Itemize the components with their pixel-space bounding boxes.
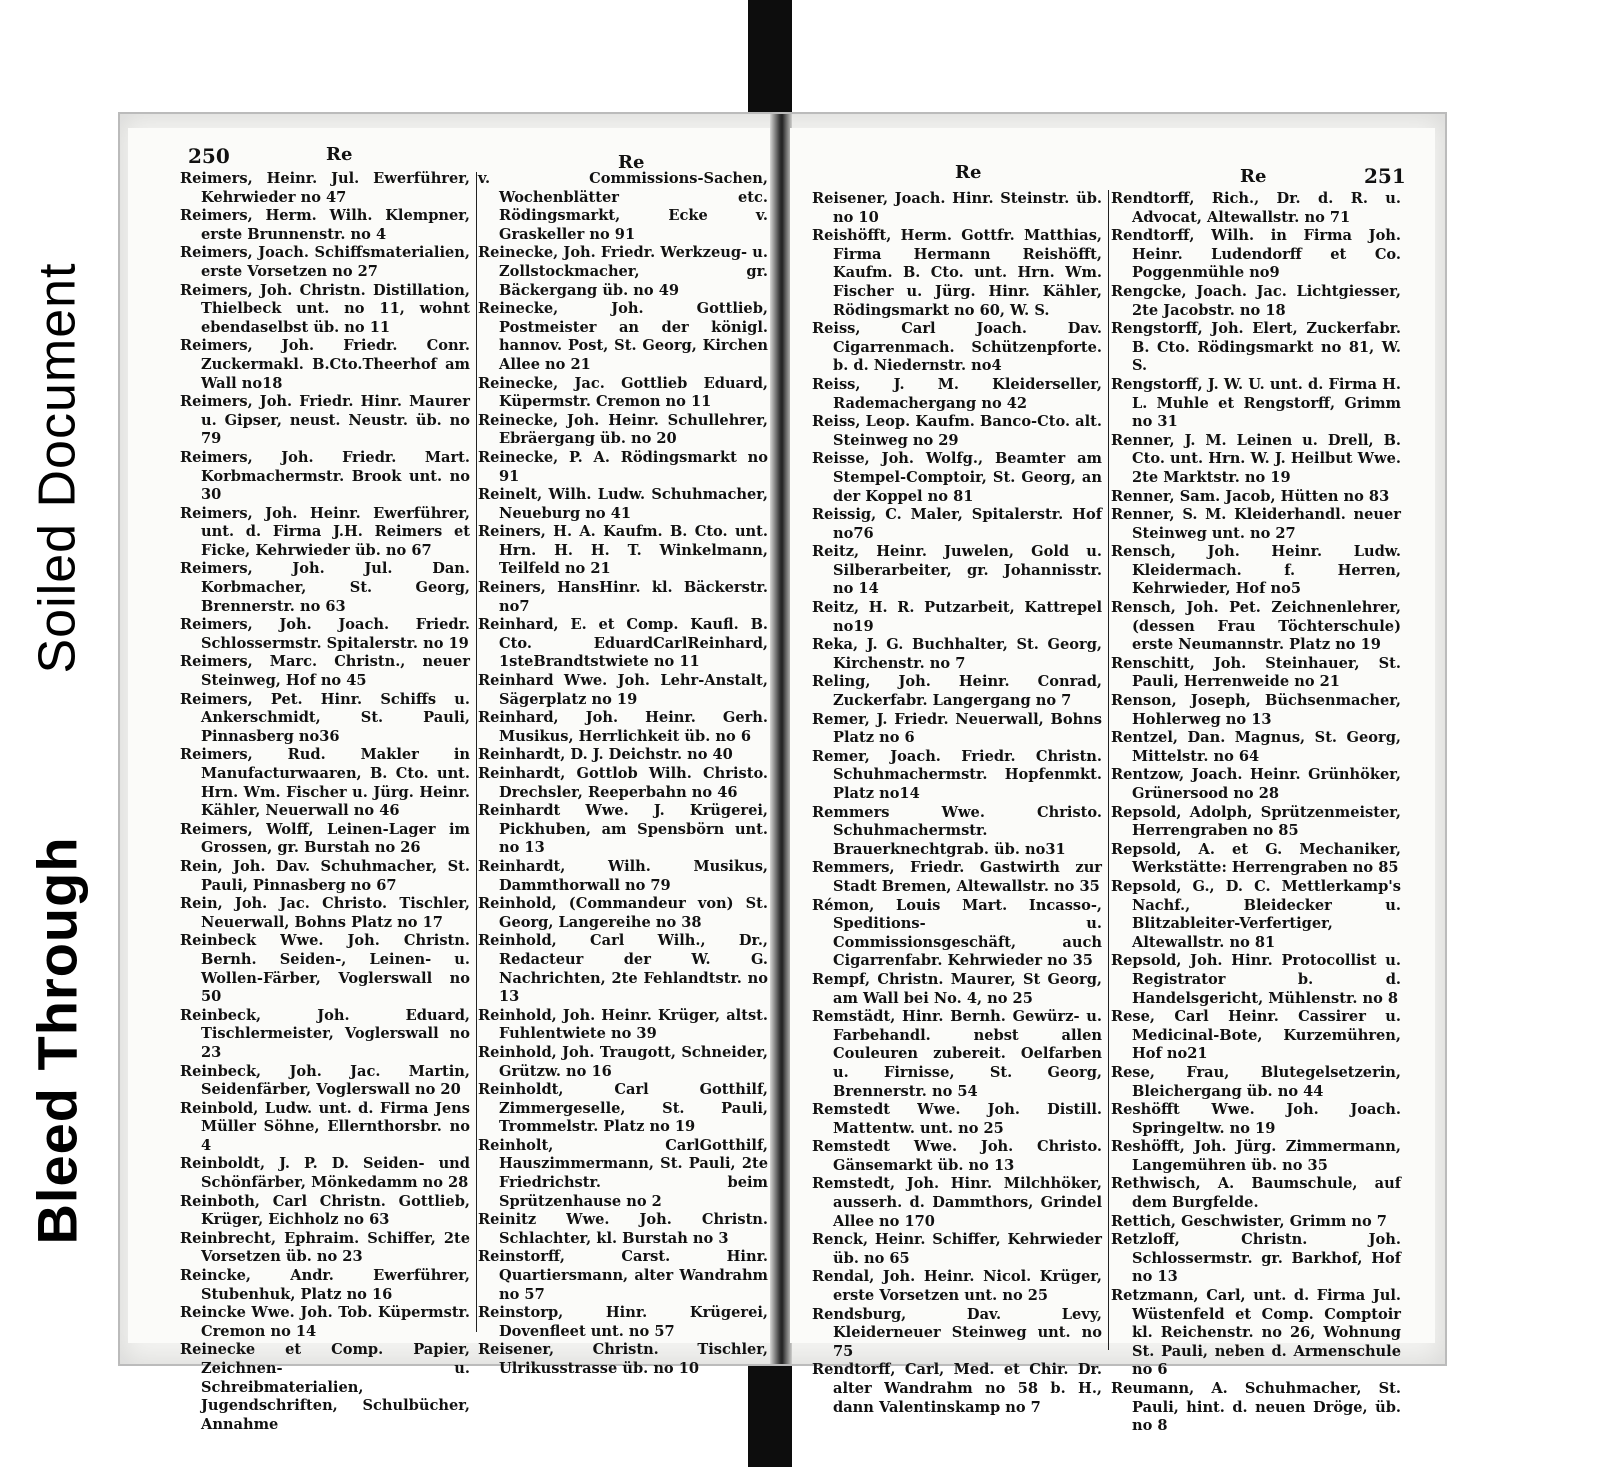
soiled-document-label: [22, 228, 92, 708]
left-page-column-2: [478, 170, 768, 1379]
directory-entry: Remstedt Wwe. Joh. Distill. Mattentw. unt. no 25: [812, 1101, 1102, 1137]
directory-entry: Rendal, Joh. Heinr. Nicol. Krüger, erste Vorsetzen unt. no 25: [812, 1268, 1102, 1305]
directory-entry: Reinbrecht, Ephraim. Schiffer, 2te Vorsetzen üb. no 23: [180, 1229, 470, 1266]
directory-entry: Reimers, Joh. Joach. Friedr. Schlossermstr. Spitalerstr. no 19: [180, 616, 470, 652]
directory-entry: Reinhard Wwe. Joh. Lehr-Anstalt, Sägerplatz no 19: [478, 672, 768, 708]
directory-entry: Reimers, Joh. Friedr. Conr. Zuckermakl. B.Cto.Theerhof am Wall no18: [180, 337, 470, 392]
directory-entry: Reisse, Joh. Wolfg., Beamter am Stempel-Comptoir, St. Georg, an der Koppel no 81: [812, 450, 1102, 505]
directory-entry: Rese, Carl Heinr. Cassirer u. Medicinal-Bote, Kurzemühren, Hof no21: [1111, 1008, 1401, 1063]
directory-entry: v. Commissions-Sachen, Wochenblätter etc. Rödingsmarkt, Ecke v. Graskeller no 91: [478, 170, 768, 243]
directory-entry: Rengcke, Joach. Jac. Lichtgiesser, 2te Jacobstr. no 18: [1111, 282, 1401, 319]
directory-entry: Repsold, Joh. Hinr. Protocollist u. Registrator b. d. Handelsgericht, Mühlenstr. no 8: [1111, 952, 1401, 1007]
directory-entry: Reissig, C. Maler, Spitalerstr. Hof no76: [812, 506, 1102, 542]
directory-entry: Reiss, Carl Joach. Dav. Cigarrenmach. Schützenpforte. b. d. Niedernstr. no4: [812, 320, 1102, 375]
header-right-page-col2: Re: [1240, 166, 1267, 187]
directory-entry: Rendsburg, Dav. Levy, Kleiderneuer Steinweg unt. no 75: [812, 1305, 1102, 1360]
directory-entry: Reinecke, Joh. Gottlieb, Postmeister an der königl. hannov. Post, St. Georg, Kirchen Allee no 21: [478, 300, 768, 373]
directory-entry: Reinhardt Wwe. J. Krügerei, Pickhuben, am Spensbörn unt. no 13: [478, 802, 768, 857]
directory-entry: Reinbeck, Joh. Eduard, Tischlermeister, Voglerswall no 23: [180, 1006, 470, 1061]
directory-entry: Renschitt, Joh. Steinhauer, St. Pauli, Herrenweide no 21: [1111, 654, 1401, 691]
directory-entry: Reisener, Christn. Tischler, Ulrikusstrasse üb. no 10: [478, 1341, 768, 1377]
directory-entry: Rein, Joh. Jac. Christo. Tischler, Neuerwall, Bohns Platz no 17: [180, 895, 470, 931]
directory-entry: Reinhard, Joh. Heinr. Gerh. Musikus, Herrlichkeit üb. no 6: [478, 709, 768, 745]
right-page: [790, 128, 1435, 1435]
directory-entry: Renner, J. M. Leinen u. Drell, B. Cto. unt. Hrn. W. J. Heilbut Wwe. 2te Marktstr. no 19: [1111, 431, 1401, 486]
directory-entry: Reshöfft Wwe. Joh. Joach. Springeltw. no 19: [1111, 1101, 1401, 1137]
directory-entry: Reinhardt, Gottlob Wilh. Christo. Drechsler, Reeperbahn no 46: [478, 765, 768, 801]
directory-entry: Renner, S. M. Kleiderhandl. neuer Steinweg unt. no 27: [1111, 506, 1401, 542]
open-book: [118, 112, 1447, 1435]
directory-entry: Remer, Joach. Friedr. Christn. Schuhmachermstr. Hopfenmkt. Platz no14: [812, 747, 1102, 802]
directory-entry: Rensch, Joh. Heinr. Ludw. Kleidermach. f. Herren, Kehrwieder, Hof no5: [1111, 543, 1401, 598]
directory-entry: Rettich, Geschwister, Grimm no 7: [1111, 1212, 1387, 1230]
directory-entry: Rein, Joh. Dav. Schuhmacher, St. Pauli, Pinnasberg no 67: [180, 857, 470, 894]
book-gutter: [770, 114, 792, 1364]
directory-entry: Renner, Sam. Jacob, Hütten no 83: [1111, 487, 1390, 505]
bleed-through-text: Bleed Through: [25, 835, 89, 1245]
directory-entry: Reinecke, Joh. Heinr. Schullehrer, Ebräergang üb. no 20: [478, 411, 768, 448]
directory-entry: Rentzow, Joach. Heinr. Grünhöker, Grünersood no 28: [1111, 766, 1401, 802]
directory-entry: Reinstorff, Carst. Hinr. Quartiersmann, alter Wandrahm no 57: [478, 1248, 768, 1303]
directory-entry: Reinboth, Carl Christn. Gottlieb, Krüger, Eichholz no 63: [180, 1192, 470, 1229]
directory-entry: Renck, Heinr. Schiffer, Kehrwieder üb. no 65: [812, 1231, 1102, 1267]
directory-entry: Reinstorp, Hinr. Krügerei, Dovenfleet unt. no 57: [478, 1304, 768, 1340]
column-divider: [1108, 190, 1109, 1350]
left-page: [128, 128, 773, 1433]
directory-entry: Rendtorff, Carl, Med. et Chir. Dr. alter Wandrahm no 58 b. H., dann Valentinskamp no 7: [812, 1361, 1102, 1416]
bleed-through-label: [22, 810, 92, 1270]
right-page-column-1: [812, 190, 1102, 1417]
directory-entry: Rethwisch, A. Baumschule, auf dem Burgfelde.: [1111, 1175, 1401, 1212]
directory-entry: Reinelt, Wilh. Ludw. Schuhmacher, Neueburg no 41: [478, 486, 768, 522]
header-left-page-col2: Re: [618, 152, 645, 173]
directory-entry: Reimers, Wolff, Leinen-Lager im Grossen, gr. Burstah no 26: [180, 820, 470, 857]
directory-entry: Reimers, Joh. Friedr. Mart. Korbmachermstr. Brook unt. no 30: [180, 448, 470, 504]
directory-entry: Remmers, Friedr. Gastwirth zur Stadt Bremen, Altewallstr. no 35: [812, 859, 1102, 895]
directory-entry: Reinecke, P. A. Rödingsmarkt no 91: [478, 448, 768, 485]
directory-entry: Retzmann, Carl, unt. d. Firma Jul. Wüstenfeld et Comp. Comptoir kl. Reichenstr. no 26, Wohnung St. Pauli, neben d. Armenschule no 6: [1111, 1287, 1401, 1379]
header-left-page-col1: Re: [326, 144, 353, 165]
directory-entry: Reincke, Andr. Ewerführer, Stubenhuk, Platz no 16: [180, 1267, 470, 1303]
right-page-column-2: [1111, 190, 1401, 1436]
directory-entry: Remstedt Wwe. Joh. Christo. Gänsemarkt üb. no 13: [812, 1138, 1102, 1174]
directory-entry: Reinecke, Joh. Friedr. Werkzeug- u. Zollstockmacher, gr. Bäckergang üb. no 49: [478, 244, 768, 299]
directory-entry: Rensch, Joh. Pet. Zeichnenlehrer, (dessen Frau Töchterschule) erste Neumannstr. Platz no 19: [1111, 599, 1401, 654]
directory-entry: Repsold, A. et G. Mechaniker, Werkstätte: Herrengraben no 85: [1111, 840, 1401, 877]
column-divider: [476, 172, 477, 1332]
directory-entry: Reinholdt, Carl Gotthilf, Zimmergeselle, St. Pauli, Trommelstr. Platz no 19: [478, 1081, 768, 1136]
directory-entry: Remstädt, Hinr. Bernh. Gewürz- u. Farbehandl. nebst allen Couleuren zubereit. Oelfarben u. Firnisse, St. Georg, Brennerstr. no 54: [812, 1008, 1102, 1100]
directory-entry: Reishöfft, Herm. Gottfr. Matthias, Firma Hermann Reishöfft, Kaufm. B. Cto. unt. Hrn. Wm. Fischer u. Jürg. Hinr. Kähler, Rödingsmarkt no 60, W. S.: [812, 227, 1102, 319]
directory-entry: Rendtorff, Wilh. in Firma Joh. Heinr. Ludendorff et Co. Poggenmühle no9: [1111, 227, 1401, 282]
directory-entry: Reinecke et Comp. Papier, Zeichnen- u. Schreibmaterialien, Jugendschriften, Schulbücher, Annahme: [180, 1341, 470, 1433]
directory-entry: Retzloff, Christn. Joh. Schlossermstr. gr. Barkhof, Hof no 13: [1111, 1231, 1401, 1286]
directory-entry: Reitz, Heinr. Juwelen, Gold u. Silberarbeiter, gr. Johannisstr. no 14: [812, 543, 1102, 598]
directory-entry: Repsold, Adolph, Sprützenmeister, Herrengraben no 85: [1111, 803, 1401, 840]
directory-entry: Reinhardt, Wilh. Musikus, Dammthorwall no 79: [478, 857, 768, 894]
directory-entry: Reiss, J. M. Kleiderseller, Rademachergang no 42: [812, 375, 1102, 412]
directory-entry: Reinitz Wwe. Joh. Christn. Schlachter, kl. Burstah no 3: [478, 1211, 768, 1247]
soiled-document-text: Soiled Document: [28, 262, 86, 674]
directory-entry: Reitz, H. R. Putzarbeit, Kattrepel no19: [812, 599, 1102, 635]
directory-entry: Reincke Wwe. Joh. Tob. Küpermstr. Cremon no 14: [180, 1304, 470, 1340]
directory-entry: Reimers, Heinr. Jul. Ewerführer, Kehrwieder no 47: [180, 170, 470, 206]
directory-entry: Reiss, Leop. Kaufm. Banco-Cto. alt. Steinweg no 29: [812, 413, 1102, 449]
directory-entry: Reimers, Marc. Christn., neuer Steinweg, Hof no 45: [180, 653, 470, 690]
directory-entry: Reimers, Joh. Heinr. Ewerführer, unt. d. Firma J.H. Reimers et Ficke, Kehrwieder üb. no 67: [180, 504, 470, 559]
directory-entry: Reinbold, Ludw. unt. d. Firma Jens Müller Söhne, Ellernthorsbr. no 4: [180, 1099, 470, 1154]
directory-entry: Rentzel, Dan. Magnus, St. Georg, Mittelstr. no 64: [1111, 729, 1401, 765]
directory-entry: Reinhard, E. et Comp. Kaufl. B. Cto. EduardCarlReinhard, 1steBrandtstwiete no 11: [478, 616, 768, 671]
directory-entry: Reinhold, Joh. Traugott, Schneider, Grützw. no 16: [478, 1043, 768, 1080]
directory-entry: Renson, Joseph, Büchsenmacher, Hohlerweg no 13: [1111, 692, 1401, 728]
directory-entry: Reinbeck, Joh. Jac. Martin, Seidenfärber, Voglerswall no 20: [180, 1062, 470, 1099]
directory-entry: Reinhardt, D. J. Deichstr. no 40: [478, 746, 733, 764]
page-number-left: 250: [188, 144, 230, 168]
directory-entry: Repsold, G., D. C. Mettlerkamp's Nachf., Bleidecker u. Blitzableiter-Verfertiger, Altewallstr. no 81: [1111, 877, 1401, 951]
directory-entry: Reling, Joh. Heinr. Conrad, Zuckerfabr. Langergang no 7: [812, 673, 1102, 710]
directory-entry: Reimers, Herm. Wilh. Klempner, erste Brunnenstr. no 4: [180, 207, 470, 243]
directory-entry: Remstedt, Joh. Hinr. Milchhöker, ausserh. d. Dammthors, Grindel Allee no 170: [812, 1175, 1102, 1230]
directory-entry: Remer, J. Friedr. Neuerwall, Bohns Platz no 6: [812, 710, 1102, 747]
directory-entry: Reinhold, (Commandeur von) St. Georg, Langereihe no 38: [478, 895, 768, 931]
directory-entry: Reimers, Joh. Jul. Dan. Korbmacher, St. Georg, Brennerstr. no 63: [180, 560, 470, 615]
directory-entry: Reimers, Rud. Makler in Manufacturwaaren, B. Cto. unt. Hrn. Wm. Fischer u. Jürg. Heinr. Kähler, Neuerwall no 46: [180, 746, 470, 820]
directory-entry: Reimers, Joh. Christn. Distillation, Thielbeck unt. no 11, wohnt ebendaselbst üb. no 11: [180, 281, 470, 336]
directory-entry: Reinboldt, J. P. D. Seiden- und Schönfärber, Mönkedamm no 28: [180, 1155, 470, 1192]
directory-entry: Remmers Wwe. Christo. Schuhmachermstr. Brauerknechtgrab. üb. no31: [812, 803, 1102, 858]
directory-entry: Reimers, Pet. Hinr. Schiffs u. Ankerschmidt, St. Pauli, Pinnasberg no36: [180, 690, 470, 745]
directory-entry: Reinhold, Carl Wilh., Dr., Redacteur der W. G. Nachrichten, 2te Fehlandtstr. no 13: [478, 932, 768, 1006]
directory-entry: Reinecke, Jac. Gottlieb Eduard, Küpermstr. Cremon no 11: [478, 374, 768, 411]
page-number-right: 251: [1364, 164, 1406, 188]
directory-entry: Reinhold, Joh. Heinr. Krüger, altst. Fuhlentwiete no 39: [478, 1006, 768, 1043]
directory-entry: Reiners, HansHinr. kl. Bäckerstr. no7: [478, 579, 768, 615]
directory-entry: Rémon, Louis Mart. Incasso-, Speditions- u. Commissionsgeschäft, auch Cigarrenfabr. Kehrwieder no 35: [812, 896, 1102, 970]
directory-entry: Rengstorff, J. W. U. unt. d. Firma H. L. Muhle et Rengstorff, Grimm no 31: [1111, 375, 1401, 431]
directory-entry: Reimers, Joh. Friedr. Hinr. Maurer u. Gipser, neust. Neustr. üb. no 79: [180, 393, 470, 448]
directory-entry: Reiners, H. A. Kaufm. B. Cto. unt. Hrn. H. H. T. Winkelmann, Teilfeld no 21: [478, 523, 768, 578]
directory-entry: Reinbeck Wwe. Joh. Christn. Bernh. Seiden-, Leinen- u. Wollen-Färber, Voglerswall no 50: [180, 932, 470, 1006]
directory-entry: Rendtorff, Rich., Dr. d. R. u. Advocat, Altewallstr. no 71: [1111, 190, 1401, 226]
directory-entry: Reshöfft, Joh. Jürg. Zimmermann, Langemühren üb. no 35: [1111, 1138, 1401, 1174]
directory-entry: Rempf, Christn. Maurer, St Georg, am Wall bei No. 4, no 25: [812, 970, 1102, 1007]
directory-entry: Rese, Frau, Blutegelsetzerin, Bleichergang üb. no 44: [1111, 1063, 1401, 1100]
header-right-page-col1: Re: [955, 162, 982, 183]
directory-entry: Reinholt, CarlGotthilf, Hauszimmermann, St. Pauli, 2te Friedrichstr. beim Sprützenhause no 2: [478, 1136, 768, 1210]
directory-entry: Reumann, A. Schuhmacher, St. Pauli, hint. d. neuen Dröge, üb. no 8: [1111, 1380, 1401, 1435]
directory-entry: Reisener, Joach. Hinr. Steinstr. üb. no 10: [812, 190, 1102, 226]
directory-entry: Reimers, Joach. Schiffsmaterialien, erste Vorsetzen no 27: [180, 244, 470, 280]
directory-entry: Rengstorff, Joh. Elert, Zuckerfabr. B. Cto. Rödingsmarkt no 81, W. S.: [1111, 320, 1401, 375]
binding-tab-top: [748, 0, 792, 122]
left-page-column-1: [180, 170, 470, 1434]
directory-entry: Reka, J. G. Buchhalter, St. Georg, Kirchenstr. no 7: [812, 636, 1102, 672]
